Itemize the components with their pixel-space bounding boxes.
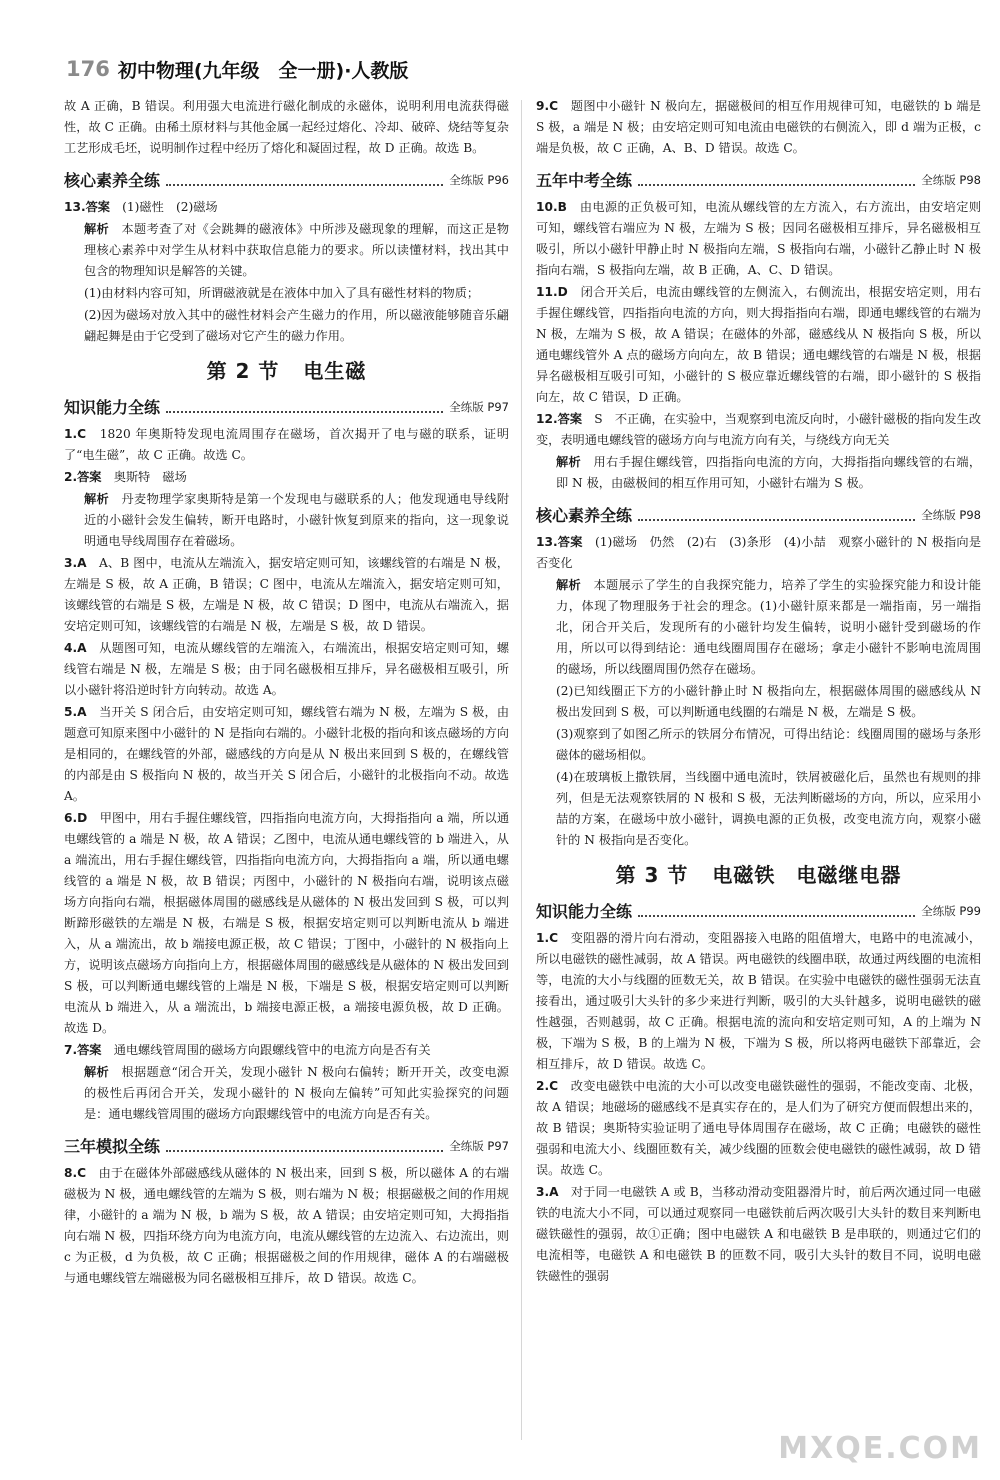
analysis-paragraph [64,1062,509,1125]
analysis-text: 用右手握住螺线管，四指指向电流的方向，大拇指指向螺线管的右端，即 N 极，由磁极间的相互作用可知，小磁针右端为 S 极。 [556,455,982,490]
leader-dots [166,184,443,186]
analysis-paragraph: (2)因为磁场对放入其中的磁性材料会产生磁力的作用，所以磁液能够随音乐翩翩起舞是由于它受到了磁场对它产生的磁力作用。 [84,308,509,343]
question-item [64,467,509,488]
analysis-text: 丹麦物理学家奥斯特是第一个发现电与磁联系的人；他发现通电导线附近的小磁针会发生偏转，断开电路时，小磁针恢复到原来的指向，这一现象说明通电导线周围存在着磁场。 [84,492,510,548]
leader-dots [166,1150,443,1152]
analysis-tag: 解析 [84,222,110,236]
analysis-paragraph: (2)已知线圈正下方的小磁针静止时 N 极指向左，根据磁体周围的磁感线从 N 极出发回到 S 极，可以判断通电线圈的右端是 N 极，左端是 S 极。 [556,684,981,719]
answer-text: 奥斯特 磁场 [113,470,187,484]
answer-text: S 不正确，在实验中，当观察到电流反向时，小磁针磁极的指向发生改变，表明通电螺线管的磁场方向与电流方向有关，与绕线方向无关 [536,412,982,447]
question-item [64,702,509,807]
column-divider [521,100,522,1440]
section-name: 核心素养全练 [64,171,161,190]
chapter-number: 第 3 节 [615,863,689,887]
section-ref: 全练版 P99 [921,904,981,918]
analysis-tag: 解析 [84,492,110,506]
question-number: 5.A [64,705,87,719]
analysis-paragraph [64,219,509,282]
analysis-paragraph: (4)在玻璃板上撒铁屑，当线圈中通电流时，铁屑被磁化后，虽然也有规则的排列，但是无法观察铁屑的 N 极和 S 极，无法判断磁场的方向，所以，应采用小喆的方案，在磁场中放小磁针，调换电源的正负极，改变电流方向，观察小磁针的 N 极指向是否变化。 [556,770,981,847]
section-header [536,502,981,526]
question-number: 13. [64,200,86,214]
leader-dots [638,184,915,186]
answer-text: 通电螺线管周围的磁场方向跟螺线管中的电流方向是否有关 [113,1043,431,1057]
question-item [536,197,981,281]
answer-text: (1)磁场 仍然 (2)右 (3)条形 (4)小喆 观察小磁针的 N 极指向是否变化 [536,535,982,570]
question-number: 3.A [64,556,87,570]
question-text: 改变电磁铁中电流的大小可以改变电磁铁磁性的强弱，不能改变南、北极，故 A 错误；地磁场的磁感线不是真实存在的，是人们为了研究方便而假想出来的，故 B 错误；奥斯特实验证明了通电导体周围存在磁场，故 C 正确；电磁铁的磁性强弱和电流大小、线圈匝数有关，减少线圈的匝数会使电磁铁的磁性减弱，故 D 错误。故选 C。 [536,1079,982,1177]
analysis-tag: 解析 [556,578,582,592]
answer-tag: 答案 [557,412,583,426]
question-text: 题图中小磁针 N 极向左，据磁极间的相互作用规律可知，电磁铁的 b 端是 S 极，a 端是 N 极；由安培定则可知电流由电磁铁的右侧流入，即 d 端为正极，c 端是负极，故 C 正确，A、B、D 错误。故选 C。 [536,99,981,155]
question-item [536,96,981,159]
answer-tag: 答案 [77,470,102,484]
question-item [64,424,509,466]
question-item [64,638,509,701]
page-header [66,52,946,86]
right-column [536,96,981,1288]
question-number: 2. [64,470,78,484]
section-name: 核心素养全练 [536,506,633,525]
watermark-logo: MXQE.COM [778,1431,982,1466]
analysis-paragraph [64,489,509,552]
chapter-name: 电生磁 [303,359,367,383]
section-name: 知识能力全练 [64,398,161,417]
chapter-number: 第 2 节 [206,359,280,383]
leader-dots [638,915,915,917]
question-item [536,532,981,574]
question-number: 1.C [536,931,559,945]
question-number: 8.C [64,1166,87,1180]
section-header [64,1133,509,1157]
question-number: 11.D [536,285,568,299]
book-title: 初中物理(九年级 全一册)·人教版 [117,59,409,82]
question-number: 3.A [536,1185,559,1199]
section-ref: 全练版 P97 [449,1139,509,1153]
question-number: 7. [64,1043,78,1057]
section-ref: 全练版 P98 [921,508,981,522]
question-number: 10.B [536,200,567,214]
section-header [64,394,509,418]
analysis-paragraph: (1)由材料内容可知，所谓磁液就是在液体中加入了具有磁性材料的物质； [84,286,480,300]
leader-dots [166,411,443,413]
leader-dots [638,519,915,521]
question-item [536,1182,981,1287]
question-item [64,1040,509,1061]
section-name: 知识能力全练 [536,902,633,921]
chapter-title [536,865,981,886]
question-text: 当开关 S 闭合后，由安培定则可知，螺线管右端为 N 极，左端为 S 极，由题意可知原来图中小磁针的 N 是指向右端的。小磁针北极的指向和该点磁场的方向是相同的，在螺线管的外部，磁感线的方向是从 N 极出来回到 S 极的，在螺线管的内部是由 S 极指向 N 极的，故当开关 S 闭合后，小磁针的北极指向不动。故选 A。 [64,705,510,803]
question-number: 2.C [536,1079,559,1093]
section-name: 三年模拟全练 [64,1137,161,1156]
question-number: 4.A [64,641,87,655]
analysis-paragraph [536,452,981,494]
question-item [64,553,509,637]
answer-tag: 答案 [557,535,583,549]
question-number: 12. [536,412,558,426]
analysis-paragraph [536,575,981,680]
question-number: 6.D [64,811,88,825]
section-header [536,898,981,922]
page-number: 176 [66,57,110,81]
question-text: 从题图可知，电流从螺线管的左端流入，右端流出，根据安培定则可知，螺线管右端是 N 极，左端是 S 极；由于同名磁极相互排斥，异名磁极相互吸引，所以小磁针将沿逆时针方向转动。故选 A。 [64,641,510,697]
answer-tag: 答案 [85,200,110,214]
analysis-text: 本题考查了对《会跳舞的磁液体》中所涉及磁现象的理解，而这正是物理核心素养中对学生从材料中获取信息能力的要求。所以读懂材料，找出其中包含的物理知识是解答的关键。 [84,222,510,278]
section-name: 五年中考全练 [536,171,633,190]
question-text: 由电源的正负极可知，电流从螺线管的左方流入，右方流出，由安培定则可知，螺线管右端应为 N 极，左端为 S 极；因同名磁极相互排斥，异名磁极相互吸引，所以小磁针甲静止时 N 极指向左端，S 极指向右端，小磁针乙静止时 N 极指向右端，S 极指向左端，故 B 正确，A、C、D 错误。 [536,200,982,277]
question-text: 闭合开关后，电流由螺线管的左侧流入，右侧流出，根据安培定则，用右手握住螺线管，四指指向电流的方向，则大拇指指向右端，即通电螺线管的右端为 N 极，左端为 S 极，故 A 错误；在磁体的外部，磁感线从 N 极指向 S 极，所以通电螺线管外 A 点的磁场方向向左，故 B 错误；通电螺线管的右端是 N 极，根据异名磁极相互吸引可知，小磁针的 S 极应靠近螺线管的右端，即小磁针的 S 极指向左，故 C 错误，D 正确。 [536,285,982,404]
question-item [536,1076,981,1181]
section-ref: 全练版 P98 [921,173,981,187]
analysis-tag: 解析 [556,455,582,469]
question-text: A、B 图中，电流从左端流入，据安培定则可知，该螺线管的右端是 N 极，左端是 S 极，故 A 正确，B 错误；C 图中，电流从左端流入，据安培定则可知，该螺线管的右端是 S 极，左端是 N 极，故 C 错误；D 图中，电流从右端流入，据安培定则可知，该螺线管的右端是 N 极，左端是 S 极，故 D 错误。 [64,556,509,633]
section-ref: 全练版 P97 [449,400,509,414]
question-item [536,282,981,408]
question-text: 甲图中，用右手握住螺线管，四指指向电流方向，大拇指指向 a 端，所以通电螺线管的 a 端是 N 极，故 A 错误；乙图中，电流从通电螺线管的 b 端进入，从 a 端流出，用右手握住螺线管，四指指向电流方向，大拇指指向 a 端，所以通电螺线管的 a 端是 N 极，故 B 错误；丙图中，小磁针的 N 极指向右端，说明该点磁场方向指向右端，根据磁体周围的磁感线是从磁体的 N 极出发回到 S 极，可以判断蹄形磁铁的左端是 N 极，右端是 S 极，根据安培定则可以判断电流从 b 端进入，从 a 端流出，故 b 端接电源正极，故 C 错误；丁图中，小磁针的 N 极指向上方，说明该点磁场方向指向上方，根据磁体周围的磁感线是从磁体的 N 极出发回到 S 极，可以判断通电螺线管的上端是 N 极，下端是 S 极，根据安培定则可以判断电流从 b 端进入，从 a 端流出，b 端接电源正极，a 端接电源负极，故 D 正确。故选 D。 [64,811,510,1035]
left-column [64,96,509,1290]
section-header [64,167,509,191]
question-item [536,928,981,1075]
chapter-title [64,361,509,382]
section-ref: 全练版 P96 [449,173,509,187]
analysis-text: 根据题意“闭合开关，发现小磁针 N 极向右偏转；断开开关，改变电源的极性后再闭合开关，发现小磁针的 N 极向左偏转”可知此实验探究的问题是：通电螺线管周围的磁场方向跟螺线管中的电流方向是否有关。 [84,1065,509,1121]
question-text: 对于同一电磁铁 A 或 B，当移动滑动变阻器滑片时，前后两次通过同一电磁铁的电流大小不同，可以通过观察同一电磁铁前后两次吸引大头针的数目来判断电磁铁磁性的强弱，故①正确；图中电磁铁 A 和电磁铁 B 是串联的，则通过它们的电流相等，电磁铁 A 和电磁铁 B 的匝数不同，吸引大头针的数目不同，说明电磁铁磁性的强弱 [536,1185,981,1283]
question-number: 1.C [64,427,87,441]
question-number: 13. [536,535,558,549]
question-item [64,808,509,1039]
analysis-paragraph: (3)观察到了如图乙所示的铁屑分布情况，可得出结论：线圈周围的磁场与条形磁体的磁场相似。 [556,727,981,762]
analysis-tag: 解析 [84,1065,109,1079]
question-item [536,409,981,451]
intro-paragraph: 故 A 正确，B 错误。利用强大电流进行磁化制成的永磁体，说明利用电流获得磁性，故 C 正确。由稀土原材料与其他金属一起经过熔化、冷却、破碎、烧结等复杂工艺形成毛坯，说明制作过程中经历了熔化和凝固过程，故 D 正确。故选 B。 [64,99,509,155]
question-text: 1820 年奥斯特发现电流周围存在磁场，首次揭开了电与磁的联系，证明了“电生磁”，故 C 正确。故选 C。 [64,427,510,462]
question-item [64,1163,509,1289]
question-item [64,197,509,218]
answer-tag: 答案 [77,1043,102,1057]
section-header [536,167,981,191]
question-text: 由于在磁体外部磁感线从磁体的 N 极出来，回到 S 极，所以磁体 A 的右端磁极为 N 极，通电螺线管的左端为 S 极，则右端为 N 极；根据磁极之间的作用规律，小磁针的 a 端为 N 极，b 端为 S 极，故 A 错误；由安培定则可知，大拇指指向右端 N 极，四指环绕方向为电流方向，电流从螺线管的左边流入、右边流出，则 c 为正极，d 为负极，故 C 正确；根据磁极之间的作用规律，磁体 A 的右端磁极与通电螺线管左端磁极为同名磁极相互排斥，故 D 错误。故选 C。 [64,1166,510,1285]
question-number: 9.C [536,99,559,113]
analysis-text: 本题展示了学生的自我探究能力，培养了学生的实验探究能力和设计能力，体现了物理服务于社会的理念。(1)小磁针原来都是一端指南，另一端指北，闭合开关后，发现所有的小磁针均发生偏转，说明小磁针受到磁场的作用，所以可以得到结论：通电线圈周围存在磁场；拿走小磁针不影响电流周围的磁场，所以线圈周围仍然存在磁场。 [556,578,982,676]
question-text: 变阻器的滑片向右滑动，变阻器接入电路的阻值增大，电路中的电流减小，所以电磁铁的磁性减弱，故 A 错误。两电磁铁的线圈串联，故通过两线圈的电流相等，电流的大小与线圈的匝数无关，故 B 错误。在实验中电磁铁的磁性强弱无法直接看出，通过吸引大头针的多少来进行判断，吸引的大头针越多，说明电磁铁的磁性越强，否则越弱，故 C 正确。根据电流的流向和安培定则可知，A 的上端为 N 极，下端为 S 极，B 的上端为 N 极，下端为 S 极，所以将两电磁铁下部靠近，会相互排斥，故 D 错误。故选 C。 [536,931,982,1071]
chapter-name: 电磁铁 电磁继电器 [712,863,902,887]
answer-text: (1)磁性 (2)磁场 [122,200,218,214]
